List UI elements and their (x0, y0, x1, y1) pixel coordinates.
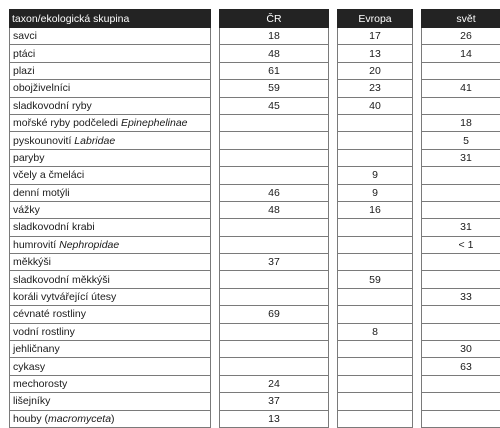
europe-value: 16 (337, 202, 413, 219)
europe-value: 13 (337, 45, 413, 62)
taxon-cell (9, 28, 211, 45)
world-value: 5 (421, 132, 500, 149)
world-value (421, 376, 500, 393)
taxon-name: pyskounovití (13, 134, 75, 147)
taxon-cell (9, 376, 211, 393)
taxon-cell (9, 98, 211, 115)
taxon-cell (9, 411, 211, 428)
taxon-cell (9, 271, 211, 288)
table-row (9, 115, 500, 132)
taxon-cell (9, 167, 211, 184)
taxon-cell (9, 45, 211, 62)
cr-value: 13 (219, 411, 329, 428)
europe-value: 17 (337, 28, 413, 45)
taxon-cell (9, 63, 211, 80)
cr-value: 69 (219, 306, 329, 323)
world-value: 26 (421, 28, 500, 45)
world-value (421, 324, 500, 341)
europe-value: 59 (337, 271, 413, 288)
taxon-name: sladkovodní měkkýši (13, 273, 110, 286)
taxon-name: paryby (13, 151, 45, 164)
cr-value: 46 (219, 185, 329, 202)
world-value: < 1 (421, 237, 500, 254)
cr-value: 48 (219, 202, 329, 219)
table-row (9, 132, 500, 149)
header-taxon: taxon/ekologická skupina (9, 9, 211, 28)
cr-value (219, 219, 329, 236)
taxon-name-suffix: ) (111, 412, 115, 425)
taxon-cell (9, 115, 211, 132)
world-value (421, 167, 500, 184)
taxon-cell (9, 341, 211, 358)
taxon-cell (9, 324, 211, 341)
europe-value (337, 132, 413, 149)
world-value: 31 (421, 150, 500, 167)
cr-value (219, 237, 329, 254)
taxon-cell (9, 80, 211, 97)
table-row (9, 202, 500, 219)
world-value (421, 393, 500, 410)
europe-value (337, 411, 413, 428)
taxon-name: denní motýli (13, 186, 70, 199)
table-row (9, 393, 500, 410)
table-row (9, 63, 500, 80)
table-row (9, 411, 500, 428)
europe-value (337, 376, 413, 393)
taxon-cell (9, 202, 211, 219)
world-value (421, 411, 500, 428)
cr-value (219, 132, 329, 149)
taxon-latin-name: Nephropidae (59, 238, 120, 251)
table-row (9, 45, 500, 62)
cr-value: 24 (219, 376, 329, 393)
europe-value (337, 306, 413, 323)
cr-value (219, 341, 329, 358)
europe-value (337, 219, 413, 236)
taxon-cell (9, 254, 211, 271)
world-value: 30 (421, 341, 500, 358)
taxon-cell (9, 132, 211, 149)
table-row (9, 237, 500, 254)
taxon-cell (9, 289, 211, 306)
taxon-name: včely a čmeláci (13, 169, 85, 182)
threatened-species-table-container (9, 9, 491, 428)
cr-value (219, 271, 329, 288)
taxon-name: ptáci (13, 47, 36, 60)
taxon-name: mořské ryby podčeledi (13, 117, 121, 130)
taxon-name: cykasy (13, 360, 46, 373)
cr-value: 18 (219, 28, 329, 45)
taxon-name: plazi (13, 64, 35, 77)
taxon-cell (9, 185, 211, 202)
taxon-latin-name: Epinephelinae (120, 117, 188, 130)
taxon-name: obojživelníci (13, 82, 71, 95)
header-cr: ČR (219, 9, 329, 28)
world-value (421, 254, 500, 271)
taxon-name: vážky (13, 204, 40, 217)
cr-value: 48 (219, 45, 329, 62)
world-value: 14 (421, 45, 500, 62)
europe-value: 8 (337, 324, 413, 341)
table-row (9, 150, 500, 167)
threatened-species-table (9, 9, 500, 428)
table-row (9, 358, 500, 375)
world-value (421, 63, 500, 80)
table-row (9, 289, 500, 306)
taxon-name: houby ( (13, 412, 49, 425)
europe-value: 23 (337, 80, 413, 97)
world-value (421, 185, 500, 202)
table-row (9, 376, 500, 393)
taxon-cell (9, 393, 211, 410)
taxon-name: jehličnany (13, 343, 60, 356)
table-row (9, 219, 500, 236)
world-value: 33 (421, 289, 500, 306)
table-body (9, 28, 500, 428)
europe-value (337, 289, 413, 306)
europe-value (337, 393, 413, 410)
cr-value: 59 (219, 80, 329, 97)
europe-value (337, 150, 413, 167)
table-row (9, 167, 500, 184)
table-row (9, 324, 500, 341)
table-row (9, 185, 500, 202)
table-row (9, 80, 500, 97)
world-value: 41 (421, 80, 500, 97)
table-row (9, 341, 500, 358)
taxon-cell (9, 150, 211, 167)
world-value: 63 (421, 358, 500, 375)
cr-value (219, 167, 329, 184)
taxon-name: koráli vytvářející útesy (13, 291, 117, 304)
header-world: svět (421, 9, 500, 28)
europe-value: 40 (337, 98, 413, 115)
header-europe: Evropa (337, 9, 413, 28)
europe-value: 9 (337, 167, 413, 184)
table-row (9, 254, 500, 271)
world-value (421, 202, 500, 219)
europe-value (337, 237, 413, 254)
taxon-name: sladkovodní krabi (13, 221, 95, 234)
table-row (9, 271, 500, 288)
europe-value: 9 (337, 185, 413, 202)
cr-value (219, 115, 329, 132)
world-value (421, 271, 500, 288)
europe-value: 20 (337, 63, 413, 80)
cr-value: 37 (219, 254, 329, 271)
table-row (9, 28, 500, 45)
taxon-cell (9, 237, 211, 254)
europe-value (337, 358, 413, 375)
world-value (421, 306, 500, 323)
cr-value (219, 324, 329, 341)
cr-value: 37 (219, 393, 329, 410)
taxon-name: měkkýši (13, 256, 51, 269)
taxon-name: cévnaté rostliny (13, 308, 86, 321)
europe-value (337, 115, 413, 132)
world-value (421, 98, 500, 115)
cr-value (219, 358, 329, 375)
world-value: 18 (421, 115, 500, 132)
taxon-latin-name: macromyceta (48, 412, 112, 425)
taxon-name: vodní rostliny (13, 325, 75, 338)
taxon-cell (9, 219, 211, 236)
world-value: 31 (421, 219, 500, 236)
cr-value (219, 289, 329, 306)
taxon-name: savci (13, 30, 37, 43)
europe-value (337, 341, 413, 358)
taxon-name: humrovití (13, 238, 60, 251)
taxon-name: lišejníky (13, 395, 51, 408)
cr-value: 45 (219, 98, 329, 115)
table-row (9, 98, 500, 115)
cr-value: 61 (219, 63, 329, 80)
europe-value (337, 254, 413, 271)
taxon-cell (9, 306, 211, 323)
table-row (9, 306, 500, 323)
taxon-name: mechorosty (13, 378, 68, 390)
taxon-latin-name: Labridae (74, 134, 116, 147)
cr-value (219, 150, 329, 167)
taxon-cell (9, 358, 211, 375)
taxon-name: sladkovodní ryby (13, 99, 92, 112)
header-row (9, 9, 500, 28)
